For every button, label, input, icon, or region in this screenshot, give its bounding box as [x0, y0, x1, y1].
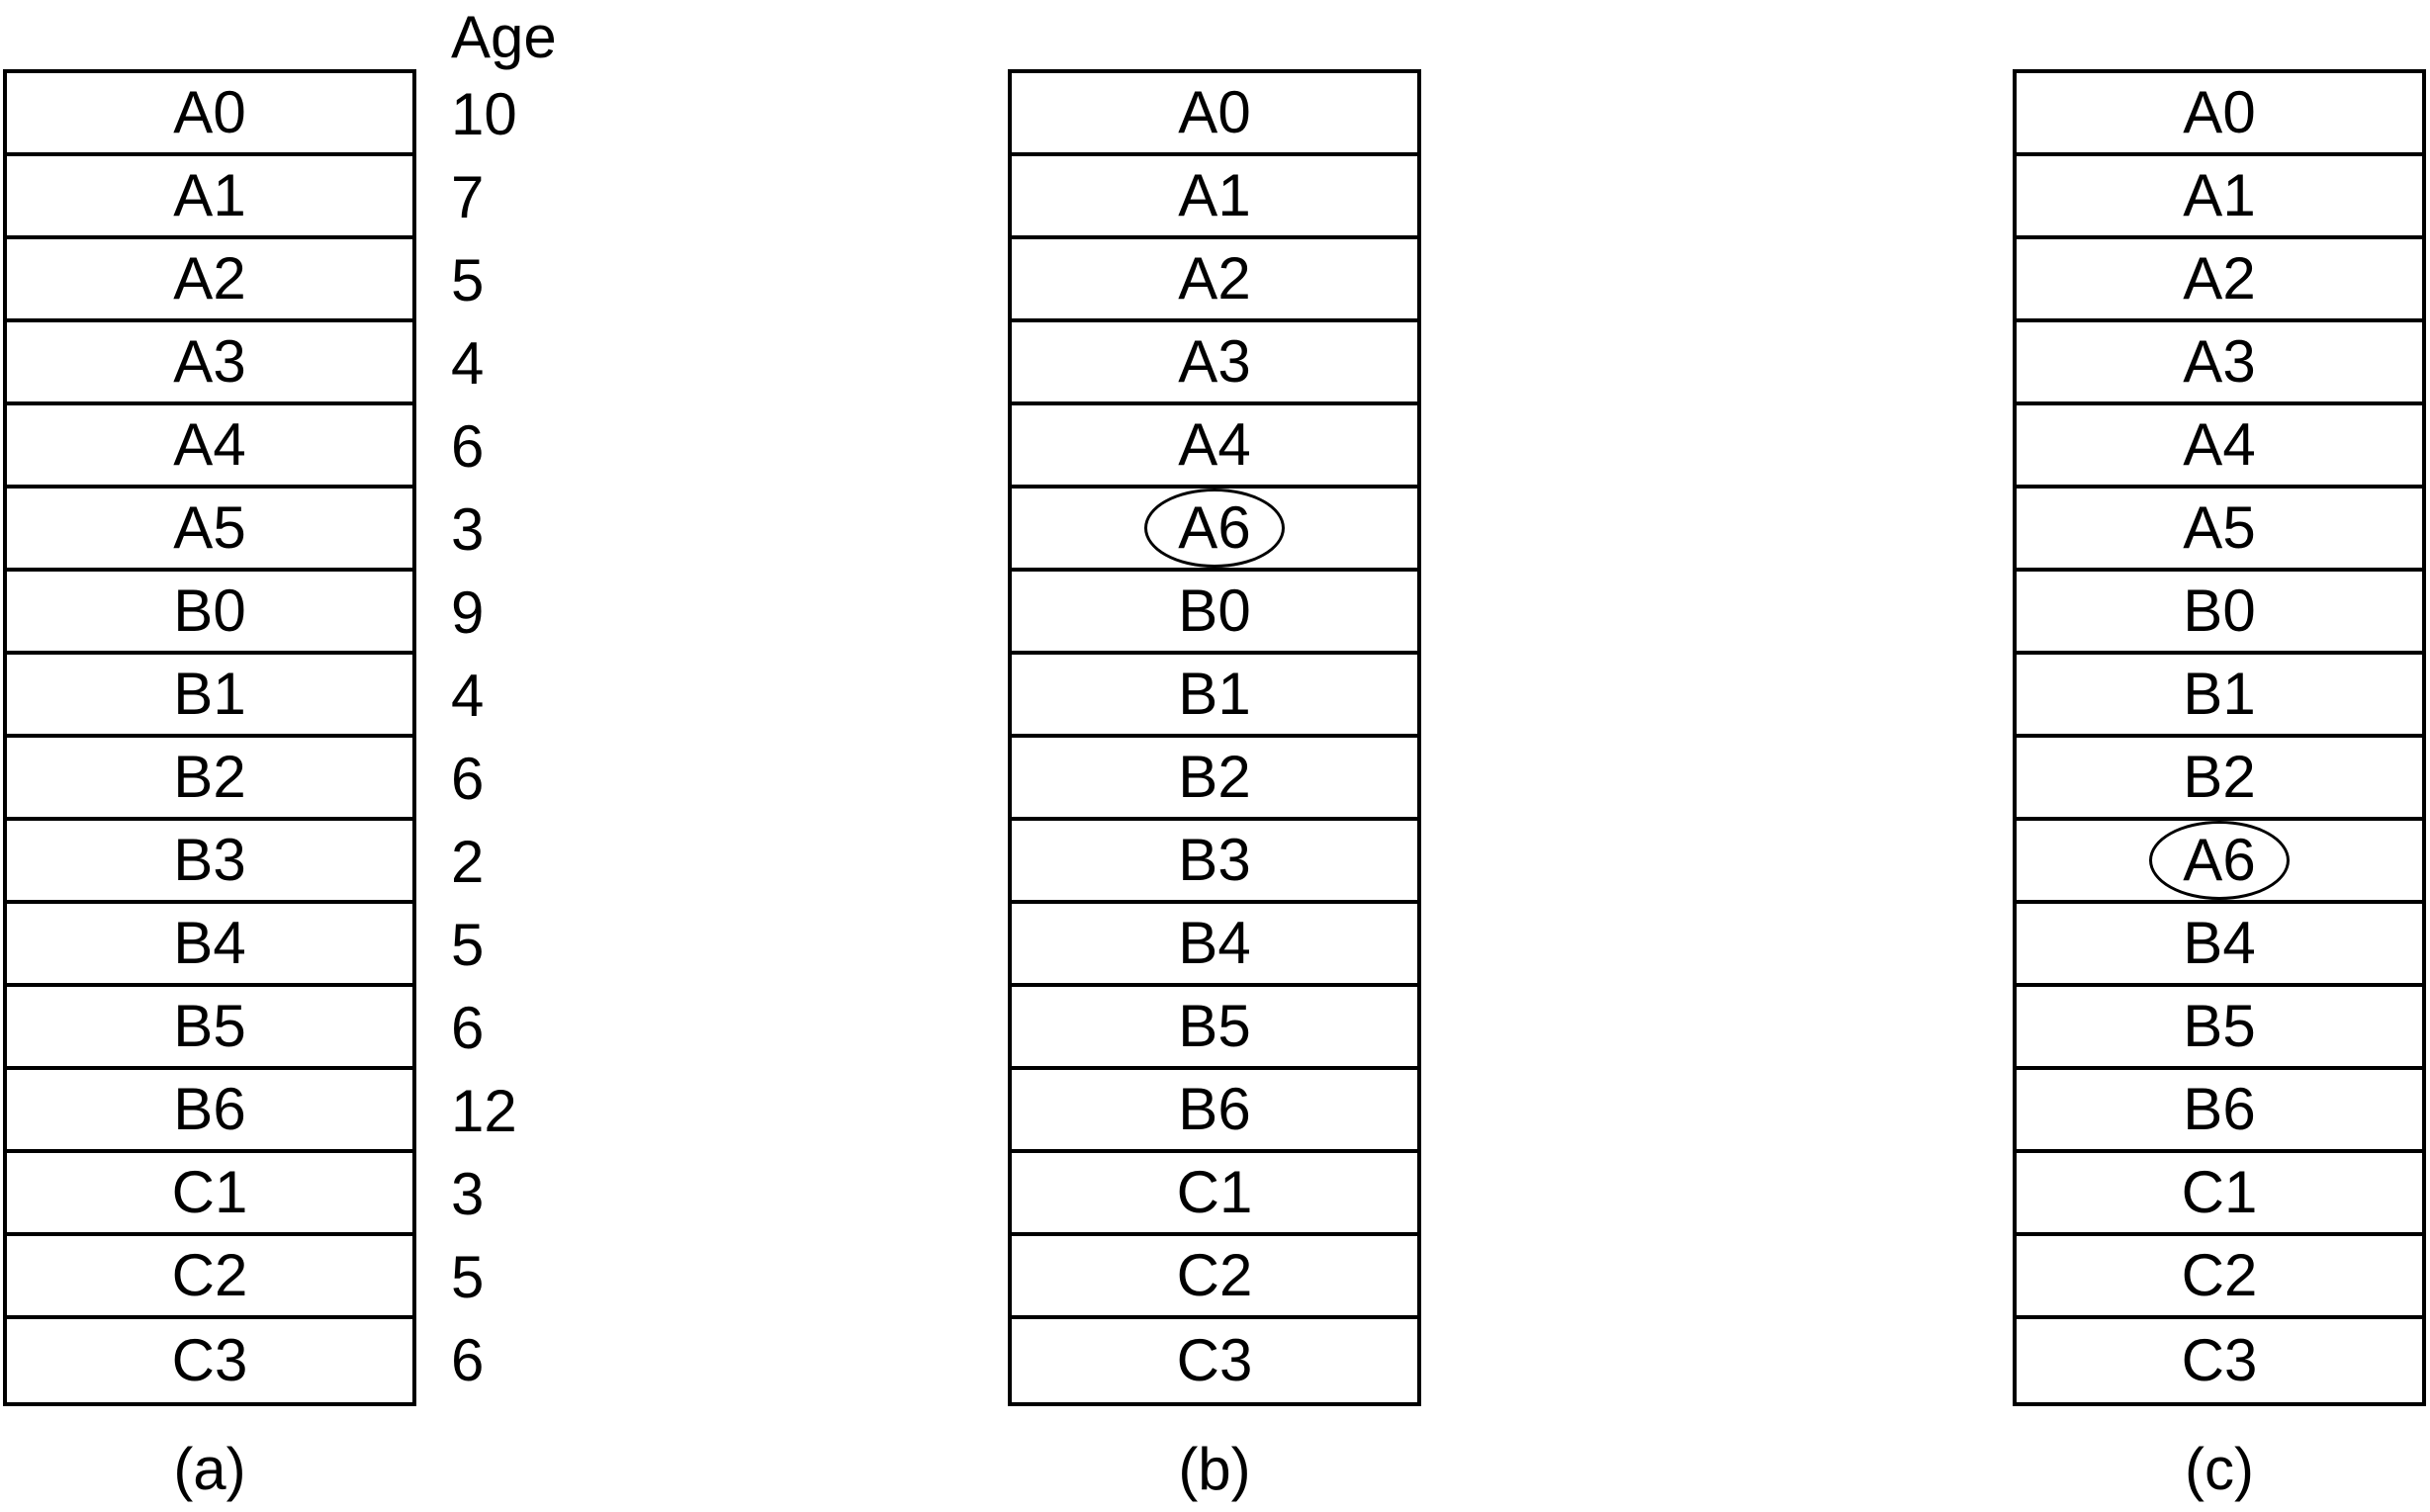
page-cell-a-11: [7, 987, 412, 1070]
page-cell-c-12: [2017, 1070, 2422, 1153]
page-table-c: [2013, 69, 2426, 1406]
page-cell-b-12: [1012, 1070, 1417, 1153]
page-cell-c-6: [2017, 572, 2422, 655]
page-label: B5: [173, 993, 246, 1059]
page-cell-b-0: [1012, 73, 1417, 156]
age-value-12: 12: [451, 1078, 517, 1144]
page-cell-b-6: [1012, 572, 1417, 655]
page-label: B6: [1178, 1076, 1251, 1142]
page-cell-c-13: [2017, 1153, 2422, 1236]
page-label: B2: [2183, 744, 2256, 810]
page-label: C1: [171, 1159, 248, 1225]
page-cell-c-10: [2017, 904, 2422, 987]
page-label: B3: [1178, 827, 1251, 893]
page-cell-b-10: [1012, 904, 1417, 987]
age-value-2: 5: [451, 247, 485, 313]
page-cell-c-3: [2017, 322, 2422, 405]
page-cell-a-13: [7, 1153, 412, 1236]
page-label: C3: [2181, 1327, 2258, 1393]
page-label: A4: [173, 411, 246, 478]
page-label: B5: [2183, 993, 2256, 1059]
page-label: C1: [1176, 1159, 1253, 1225]
page-cell-a-5: [7, 489, 412, 572]
page-cell-a-8: [7, 738, 412, 821]
caption-a: (a): [173, 1436, 246, 1502]
page-label: A0: [1178, 79, 1251, 145]
page-cell-a-2: [7, 239, 412, 322]
page-label: C1: [2181, 1159, 2258, 1225]
age-value-7: 4: [451, 663, 485, 729]
page-label: A4: [2183, 411, 2256, 478]
page-cell-b-11: [1012, 987, 1417, 1070]
page-label: B6: [2183, 1076, 2256, 1142]
age-header: Age: [451, 4, 557, 70]
page-label: C3: [1176, 1327, 1253, 1393]
page-cell-c-9: [2017, 821, 2422, 904]
page-label: B0: [1178, 578, 1251, 644]
page-cell-b-4: [1012, 405, 1417, 489]
page-label: A2: [173, 245, 246, 311]
page-label: B2: [173, 744, 246, 810]
page-cell-c-8: [2017, 738, 2422, 821]
age-value-15: 6: [451, 1327, 485, 1393]
page-cell-a-6: [7, 572, 412, 655]
page-cell-b-5: [1012, 489, 1417, 572]
page-label: B3: [173, 827, 246, 893]
page-cell-a-0: [7, 73, 412, 156]
page-label: B0: [173, 578, 246, 644]
page-label: A1: [2183, 162, 2256, 228]
page-label: C2: [171, 1242, 248, 1308]
page-cell-a-10: [7, 904, 412, 987]
page-label: A6: [1178, 494, 1251, 561]
page-cell-b-9: [1012, 821, 1417, 904]
page-label: B4: [2183, 910, 2256, 976]
page-cell-a-12: [7, 1070, 412, 1153]
page-cell-b-7: [1012, 655, 1417, 738]
page-cell-a-15: [7, 1319, 412, 1402]
age-value-8: 6: [451, 746, 485, 812]
page-label: C2: [2181, 1242, 2258, 1308]
caption-b: (b): [1178, 1436, 1251, 1502]
page-cell-a-1: [7, 156, 412, 239]
age-value-4: 6: [451, 413, 485, 480]
age-value-5: 3: [451, 496, 485, 563]
page-label: A1: [173, 162, 246, 228]
page-cell-a-4: [7, 405, 412, 489]
page-label: A3: [1178, 328, 1251, 395]
page-label: C3: [171, 1327, 248, 1393]
page-cell-a-14: [7, 1236, 412, 1319]
age-value-3: 4: [451, 330, 485, 397]
page-cell-c-15: [2017, 1319, 2422, 1402]
page-label: B1: [1178, 661, 1251, 727]
page-label: A3: [173, 328, 246, 395]
caption-c: (c): [2185, 1436, 2254, 1502]
age-value-10: 5: [451, 912, 485, 978]
age-value-9: 2: [451, 829, 485, 895]
page-label: B1: [2183, 661, 2256, 727]
page-cell-a-7: [7, 655, 412, 738]
page-cell-c-7: [2017, 655, 2422, 738]
page-cell-c-14: [2017, 1236, 2422, 1319]
page-label: B0: [2183, 578, 2256, 644]
page-label: A2: [1178, 245, 1251, 311]
page-cell-c-4: [2017, 405, 2422, 489]
page-table-b: [1008, 69, 1421, 1406]
page-label: B1: [173, 661, 246, 727]
page-label: A0: [2183, 79, 2256, 145]
page-label: B5: [1178, 993, 1251, 1059]
page-cell-c-11: [2017, 987, 2422, 1070]
page-label: A2: [2183, 245, 2256, 311]
age-value-6: 9: [451, 579, 485, 646]
page-label: A6: [2183, 827, 2256, 893]
page-cell-b-2: [1012, 239, 1417, 322]
page-cell-c-1: [2017, 156, 2422, 239]
page-label: A4: [1178, 411, 1251, 478]
page-cell-b-1: [1012, 156, 1417, 239]
page-cell-b-3: [1012, 322, 1417, 405]
age-value-1: 7: [451, 164, 485, 230]
page-cell-c-5: [2017, 489, 2422, 572]
page-label: A1: [1178, 162, 1251, 228]
page-label: B6: [173, 1076, 246, 1142]
page-cell-b-8: [1012, 738, 1417, 821]
page-label: A3: [2183, 328, 2256, 395]
page-label: B4: [173, 910, 246, 976]
age-value-14: 5: [451, 1244, 485, 1310]
page-cell-b-14: [1012, 1236, 1417, 1319]
page-cell-a-9: [7, 821, 412, 904]
page-cell-b-15: [1012, 1319, 1417, 1402]
page-cell-c-0: [2017, 73, 2422, 156]
page-label: B4: [1178, 910, 1251, 976]
page-label: A5: [2183, 494, 2256, 561]
page-table-a: [3, 69, 416, 1406]
page-label: A5: [173, 494, 246, 561]
page-cell-b-13: [1012, 1153, 1417, 1236]
age-value-11: 6: [451, 995, 485, 1061]
page-label: B2: [1178, 744, 1251, 810]
page-cell-a-3: [7, 322, 412, 405]
page-label: A0: [173, 79, 246, 145]
page-label: C2: [1176, 1242, 1253, 1308]
age-column: [451, 73, 517, 1402]
page-cell-c-2: [2017, 239, 2422, 322]
age-value-0: 10: [451, 81, 517, 147]
age-value-13: 3: [451, 1161, 485, 1227]
